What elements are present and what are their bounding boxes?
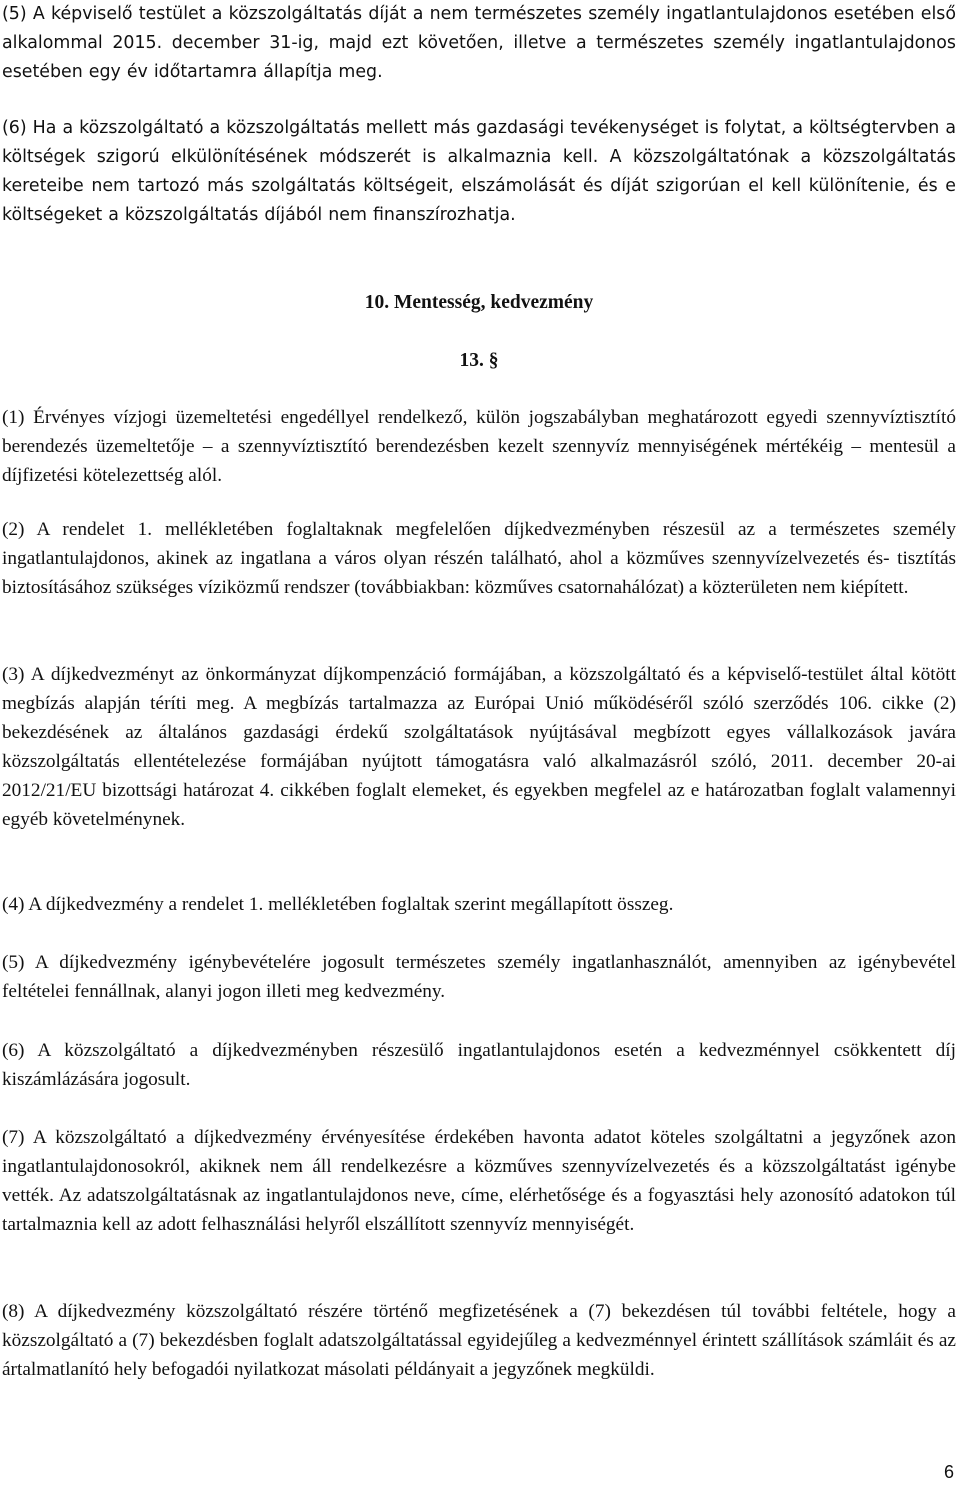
clause-3: (3) A díjkedvezményt az önkormányzat díjkompenzáció formájában, a közszolgáltató és a képviselő-testület által kötött megbízás alapján téríti meg. A megbízás tartalmazza az Európai Unió működéséről szóló szerződés 106. cikke (2) bekezdésének az általános gazdasági érdekű szolgáltatások nyújtásával megbízott egyes vállalkozások javára közszolgáltatás ellentételezése formájában nyújtott támogatásra való alkalmazásról szóló, 2011. december 20-ai 2012/21/EU bizottsági határozat 4. cikkében foglalt elemeket, és egyekben megfelel az e határozatban foglalt valamennyi egyéb követelménynek. [2, 664, 956, 830]
clause-2: (2) A rendelet 1. mellékletében foglaltaknak megfelelően díjkedvezményben részesül az a természetes személy ingatlantulajdonos, akinek az ingatlana a város olyan részén található, ahol a közműves szennyvízelvezetés és- tisztítás biztosításához szükséges víziközmű rendszer (továbbiakban: közműves csatornahálózat) a közterületen nem kiépített. [2, 519, 956, 598]
clause-5: (5) A díjkedvezmény igénybevételére jogosult természetes személy ingatlanhasználót, amennyiben az igénybevétel feltételei fennállnak, alanyi jogon illeti meg kedvezmény. [2, 952, 956, 1002]
section-heading: 10. Mentesség, kedvezmény [364, 292, 594, 313]
clause-4: (4) A díjkedvezmény a rendelet 1. mellékletében foglaltak szerint megállapított összeg. [2, 894, 674, 915]
page-number: 6 [943, 1462, 954, 1482]
paragraph-5-previous: (5) A képviselő testület a közszolgáltatás díját a nem természetes személy ingatlantulajdonos esetében első alkalommal 2015. december 31-ig, majd ezt követően, illetve a természetes személy ingatlantulajdonos esetében egy év időtartamra állapítja meg. [2, 4, 956, 82]
paragraph-mark: 13. § [459, 350, 499, 371]
paragraph-6-previous: (6) Ha a közszolgáltató a közszolgáltatás mellett más gazdasági tevékenységet is folytat, a költségtervben a költségek szigorú elkülönítésének módszerét is alkalmaznia kell. A közszolgáltatónak a közszolgáltatás kereteibe nem tartozó más szolgáltatás költségeit, elszámolását és díját szigorúan el kell különítenie, és e költségeket a közszolgáltatás díjából nem finanszírozhatja. [2, 118, 956, 225]
clause-8: (8) A díjkedvezmény közszolgáltató részére történő megfizetésének a (7) bekezdésen túl további feltétele, hogy a közszolgáltató a (7) bekezdésben foglalt adatszolgáltatással egyidejűleg a kedvezménnyel érintett szállítások számláit és az ártalmatlanító hely befogadói nyilatkozat másolati példányait a jegyzőnek megküldi. [2, 1301, 956, 1380]
clause-1: (1) Érvényes vízjogi üzemeltetési engedéllyel rendelkező, külön jogszabályban meghatározott egyedi szennyvíztisztító berendezés üzemeltetője – a szennyvíztisztító berendezésben kezelt szennyvíz mennyiségének mértékéig – mentesül a díjfizetési kötelezettség alól. [2, 407, 956, 486]
clause-6: (6) A közszolgáltató a díjkedvezményben részesülő ingatlantulajdonos esetén a kedvezménnyel csökkentett díj kiszámlázására jogosult. [2, 1040, 956, 1090]
clause-7: (7) A közszolgáltató a díjkedvezmény érvényesítése érdekében havonta adatot köteles szolgáltatni a jegyzőnek azon ingatlantulajdonosokról, akiknek nem áll rendelkezésre a közműves szennyvízelvezetés és a közszolgáltatást igénybe vették. Az adatszolgáltatásnak az ingatlantulajdonos neve, címe, elérhetősége és a fogyasztási hely azonosító adatokon túl tartalmaznia kell az adott felhasználási helyről elszállított szennyvíz mennyiségét. [2, 1127, 956, 1235]
